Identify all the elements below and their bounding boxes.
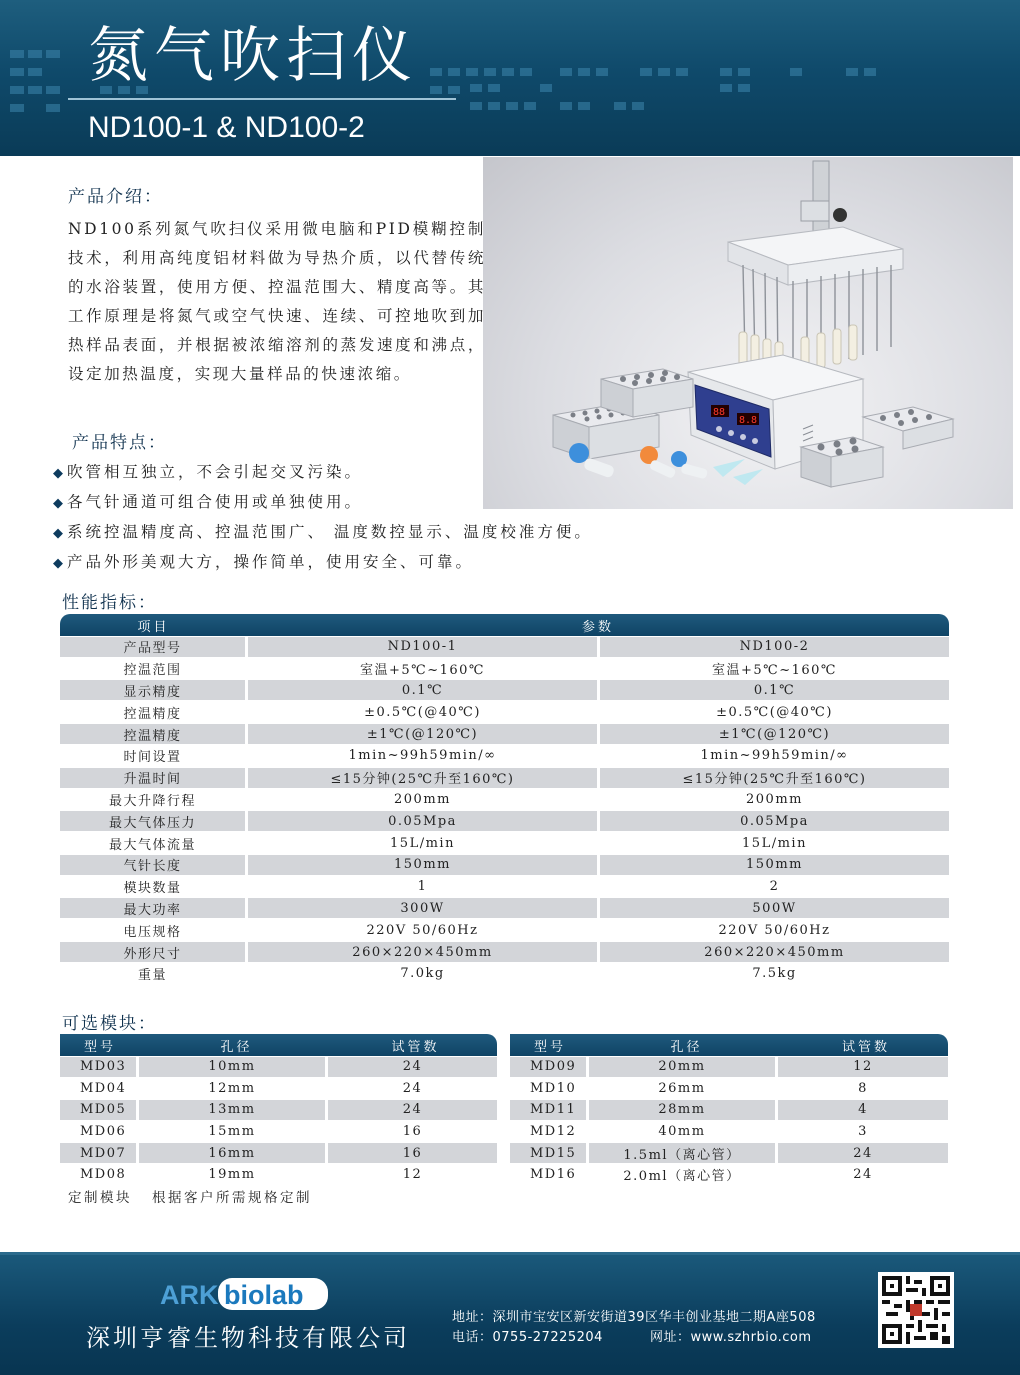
- module-tubes-cell: 24: [853, 1167, 873, 1183]
- spec-nd100-1-cell: 150mm: [248, 855, 597, 875]
- nitrogen-evaporator-illustration: [483, 157, 1013, 509]
- spec-nd100-1-cell: ND100-1: [248, 637, 597, 657]
- company-address: 地址：深圳市宝安区新安街道39区华丰创业基地二期A座508: [452, 1310, 816, 1325]
- module-model-cell: MD09: [510, 1057, 586, 1077]
- spec-row: [60, 723, 949, 745]
- spec-row: [60, 832, 949, 854]
- spec-row: [60, 680, 949, 702]
- spec-item-cell: 最大功率: [60, 898, 245, 918]
- spec-nd100-2-cell: 220V 50/60Hz: [718, 922, 831, 938]
- spec-row: [60, 963, 949, 985]
- company-name: 深圳亨睿生物科技有限公司: [86, 1324, 410, 1352]
- spec-row: [60, 854, 949, 876]
- spec-nd100-1-cell: 300W: [248, 898, 597, 918]
- module-row: [60, 1056, 497, 1078]
- module-model-cell: MD11: [510, 1100, 586, 1120]
- module-tubes-cell: 24: [328, 1057, 497, 1077]
- spec-nd100-1-cell: 0.1℃: [248, 680, 597, 700]
- module-model-cell: MD08: [80, 1167, 127, 1183]
- header-tubes: 试管数: [391, 1039, 440, 1055]
- header-item: 项目: [137, 619, 170, 635]
- module-model-cell: MD12: [530, 1124, 577, 1140]
- feature-item: ◆ 系统控温精度高、控温范围广、 温度数控显示、温度校准方便。: [53, 523, 593, 541]
- spec-row: [60, 789, 949, 811]
- header-bore: 孔径: [670, 1039, 703, 1055]
- spec-nd100-1-cell: 260×220×450mm: [248, 942, 597, 962]
- spec-nd100-1-cell: 室温+5℃~160℃: [360, 663, 485, 679]
- module-bore-cell: 28mm: [589, 1100, 775, 1120]
- page-subtitle: ND100-1 & ND100-2: [88, 111, 365, 144]
- spec-row: [60, 876, 949, 898]
- spec-nd100-2-cell: 0.05Mpa: [600, 811, 949, 831]
- modules-table-header: [60, 1034, 497, 1056]
- module-tubes-cell: 16: [402, 1124, 423, 1140]
- diamond-bullet-icon: ◆: [53, 496, 63, 511]
- temp-display: 88: [713, 407, 726, 418]
- spec-nd100-2-cell: ND100-2: [600, 637, 949, 657]
- spec-row: [60, 941, 949, 963]
- module-row: [510, 1056, 948, 1078]
- page-footer: [0, 1252, 1020, 1375]
- spec-row: [60, 898, 949, 920]
- modules-table-right: [510, 1034, 948, 1186]
- spec-table: [60, 614, 949, 985]
- spec-row: [60, 810, 949, 832]
- spec-nd100-2-cell: 260×220×450mm: [600, 942, 949, 962]
- feature-item: ◆ 各气针通道可组合使用或单独使用。: [53, 493, 364, 511]
- spec-nd100-2-cell: 150mm: [600, 855, 949, 875]
- spec-nd100-1-cell: ≤15分钟(25℃升至160℃): [248, 768, 597, 788]
- module-tubes-cell: 12: [402, 1167, 423, 1183]
- spec-item-cell: 产品型号: [60, 637, 245, 657]
- feature-item: ◆ 产品外形美观大方，操作简单，使用安全、可靠。: [53, 553, 475, 571]
- module-row: [510, 1099, 948, 1121]
- intro-text: ND100系列氮气吹扫仪采用微电脑和PID模糊控制技术，利用高纯度铝材料做为导热介质，以代替传统的水浴装置，使用方便、控温范围大、精度高等。其工作原理是将氮气或空气快速、连续、可控地吹到加热样品表面，并根据被浓缩溶剂的蒸发速度和沸点，设定加热温度，实现大量样品的快速浓缩。: [68, 220, 486, 383]
- spec-table-header: [60, 614, 949, 636]
- spec-nd100-1-cell: 7.0kg: [400, 966, 445, 982]
- spec-nd100-2-cell: ±0.5℃(@40℃): [716, 704, 833, 720]
- spec-item-cell: 最大气体流量: [108, 837, 196, 853]
- spec-nd100-1-cell: ±0.5℃(@40℃): [364, 704, 481, 720]
- page-title: 氮气吹扫仪: [88, 21, 418, 91]
- spec-row: [60, 636, 949, 658]
- module-tubes-cell: 24: [778, 1143, 948, 1163]
- company-website[interactable]: 网址：www.szhrbio.com: [650, 1330, 812, 1345]
- svg-text:ARK: ARK: [160, 1280, 219, 1310]
- spec-nd100-1-cell: 1min~99h59min/∞: [348, 748, 497, 764]
- module-bore-cell: 19mm: [208, 1167, 256, 1183]
- spec-row: [60, 658, 949, 680]
- feature-item: ◆ 吹管相互独立，不会引起交叉污染。: [53, 463, 364, 481]
- custom-module-label: 定制模块: [68, 1190, 132, 1206]
- diamond-bullet-icon: ◆: [53, 526, 63, 541]
- module-row: [510, 1164, 948, 1186]
- svg-text:biolab: biolab: [224, 1280, 304, 1310]
- module-bore-cell: 40mm: [658, 1124, 706, 1140]
- spec-nd100-2-cell: 15L/min: [742, 835, 807, 851]
- module-model-cell: MD06: [80, 1124, 127, 1140]
- header-bore: 孔径: [220, 1039, 253, 1055]
- spec-nd100-1-cell: 1: [417, 879, 428, 895]
- modules-table-left: [60, 1034, 497, 1186]
- intro-heading: 产品介绍：: [68, 187, 163, 207]
- product-photo: [483, 157, 1013, 509]
- module-bore-cell: 16mm: [139, 1143, 325, 1163]
- page-header: [0, 0, 1020, 156]
- module-bore-cell: 26mm: [658, 1080, 706, 1096]
- module-row: [510, 1121, 948, 1143]
- module-model-cell: MD15: [510, 1143, 586, 1163]
- spec-nd100-2-cell: ≤15分钟(25℃升至160℃): [600, 768, 949, 788]
- custom-module-note: [68, 1186, 312, 1206]
- spec-nd100-2-cell: 1min~99h59min/∞: [700, 748, 849, 764]
- spec-nd100-2-cell: 500W: [600, 898, 949, 918]
- spec-item-cell: 控温精度: [60, 724, 245, 744]
- header-model: 型号: [84, 1039, 117, 1055]
- module-tubes-cell: 3: [858, 1124, 868, 1140]
- module-bore-cell: 20mm: [589, 1057, 775, 1077]
- module-tubes-cell: 24: [402, 1080, 423, 1096]
- spec-row: [60, 701, 949, 723]
- diamond-bullet-icon: ◆: [53, 556, 63, 571]
- spec-row: [60, 745, 949, 767]
- module-model-cell: MD10: [530, 1080, 577, 1096]
- module-row: [60, 1142, 497, 1164]
- spec-heading: 性能指标：: [62, 593, 157, 613]
- spec-item-cell: 升温时间: [60, 768, 245, 788]
- header-tubes: 试管数: [841, 1039, 890, 1055]
- module-row: [60, 1099, 497, 1121]
- modules-heading: 可选模块：: [62, 1014, 157, 1034]
- features-list: [53, 458, 753, 578]
- company-phone: 电话：0755-27225204: [452, 1330, 603, 1345]
- spec-nd100-2-cell: 0.1℃: [600, 680, 949, 700]
- spec-item-cell: 控温精度: [123, 706, 182, 722]
- spec-nd100-1-cell: 0.05Mpa: [248, 811, 597, 831]
- spec-item-cell: 最大升降行程: [108, 793, 196, 809]
- spec-item-cell: 显示精度: [60, 680, 245, 700]
- module-bore-cell: 12mm: [208, 1080, 256, 1096]
- spec-item-cell: 控温范围: [123, 663, 182, 679]
- spec-nd100-2-cell: ±1℃(@120℃): [600, 724, 949, 744]
- module-row: [510, 1078, 948, 1100]
- spec-item-cell: 最大气体压力: [60, 811, 245, 831]
- title-divider: [68, 98, 456, 100]
- header-model: 型号: [534, 1039, 567, 1055]
- module-row: [60, 1078, 497, 1100]
- module-row: [60, 1121, 497, 1143]
- spec-item-cell: 电压规格: [123, 924, 182, 940]
- module-bore-cell: 10mm: [139, 1057, 325, 1077]
- module-model-cell: MD03: [60, 1057, 136, 1077]
- spec-nd100-2-cell: 室温+5℃~160℃: [712, 663, 837, 679]
- modules-table-header: [510, 1034, 948, 1056]
- spec-nd100-2-cell: 2: [769, 879, 780, 895]
- qr-code-icon[interactable]: [878, 1272, 954, 1348]
- module-row: [510, 1142, 948, 1164]
- features-heading: 产品特点：: [72, 433, 167, 453]
- module-model-cell: MD16: [530, 1167, 577, 1183]
- module-tubes-cell: 4: [778, 1100, 948, 1120]
- spec-row: [60, 767, 949, 789]
- module-bore-cell: 13mm: [139, 1100, 325, 1120]
- spec-item-cell: 外形尺寸: [60, 942, 245, 962]
- spec-nd100-1-cell: 220V 50/60Hz: [366, 922, 479, 938]
- custom-module-text: 根据客户所需规格定制: [152, 1190, 312, 1206]
- spec-nd100-1-cell: ±1℃(@120℃): [248, 724, 597, 744]
- diamond-bullet-icon: ◆: [53, 466, 63, 481]
- module-model-cell: MD04: [80, 1080, 127, 1096]
- module-tubes-cell: 8: [858, 1080, 868, 1096]
- spec-nd100-1-cell: 15L/min: [390, 835, 455, 851]
- spec-item-cell: 重量: [137, 968, 167, 984]
- time-display: 8.8: [739, 415, 758, 426]
- module-bore-cell: 15mm: [208, 1124, 256, 1140]
- module-model-cell: MD05: [60, 1100, 136, 1120]
- module-tubes-cell: 24: [328, 1100, 497, 1120]
- module-row: [60, 1164, 497, 1186]
- module-tubes-cell: 16: [328, 1143, 497, 1163]
- spec-nd100-1-cell: 200mm: [394, 791, 451, 807]
- module-tubes-cell: 12: [778, 1057, 948, 1077]
- arkbiolab-logo: [160, 1274, 330, 1312]
- module-bore-cell: 2.0ml（离心管）: [623, 1169, 741, 1185]
- spec-item-cell: 时间设置: [123, 750, 182, 766]
- spec-item-cell: 模块数量: [123, 881, 182, 897]
- module-model-cell: MD07: [60, 1143, 136, 1163]
- module-bore-cell: 1.5ml（离心管）: [589, 1143, 775, 1163]
- spec-nd100-2-cell: 200mm: [746, 791, 803, 807]
- spec-nd100-2-cell: 7.5kg: [752, 966, 797, 982]
- header-param: 参数: [581, 619, 614, 635]
- spec-item-cell: 气针长度: [60, 855, 245, 875]
- spec-row: [60, 919, 949, 941]
